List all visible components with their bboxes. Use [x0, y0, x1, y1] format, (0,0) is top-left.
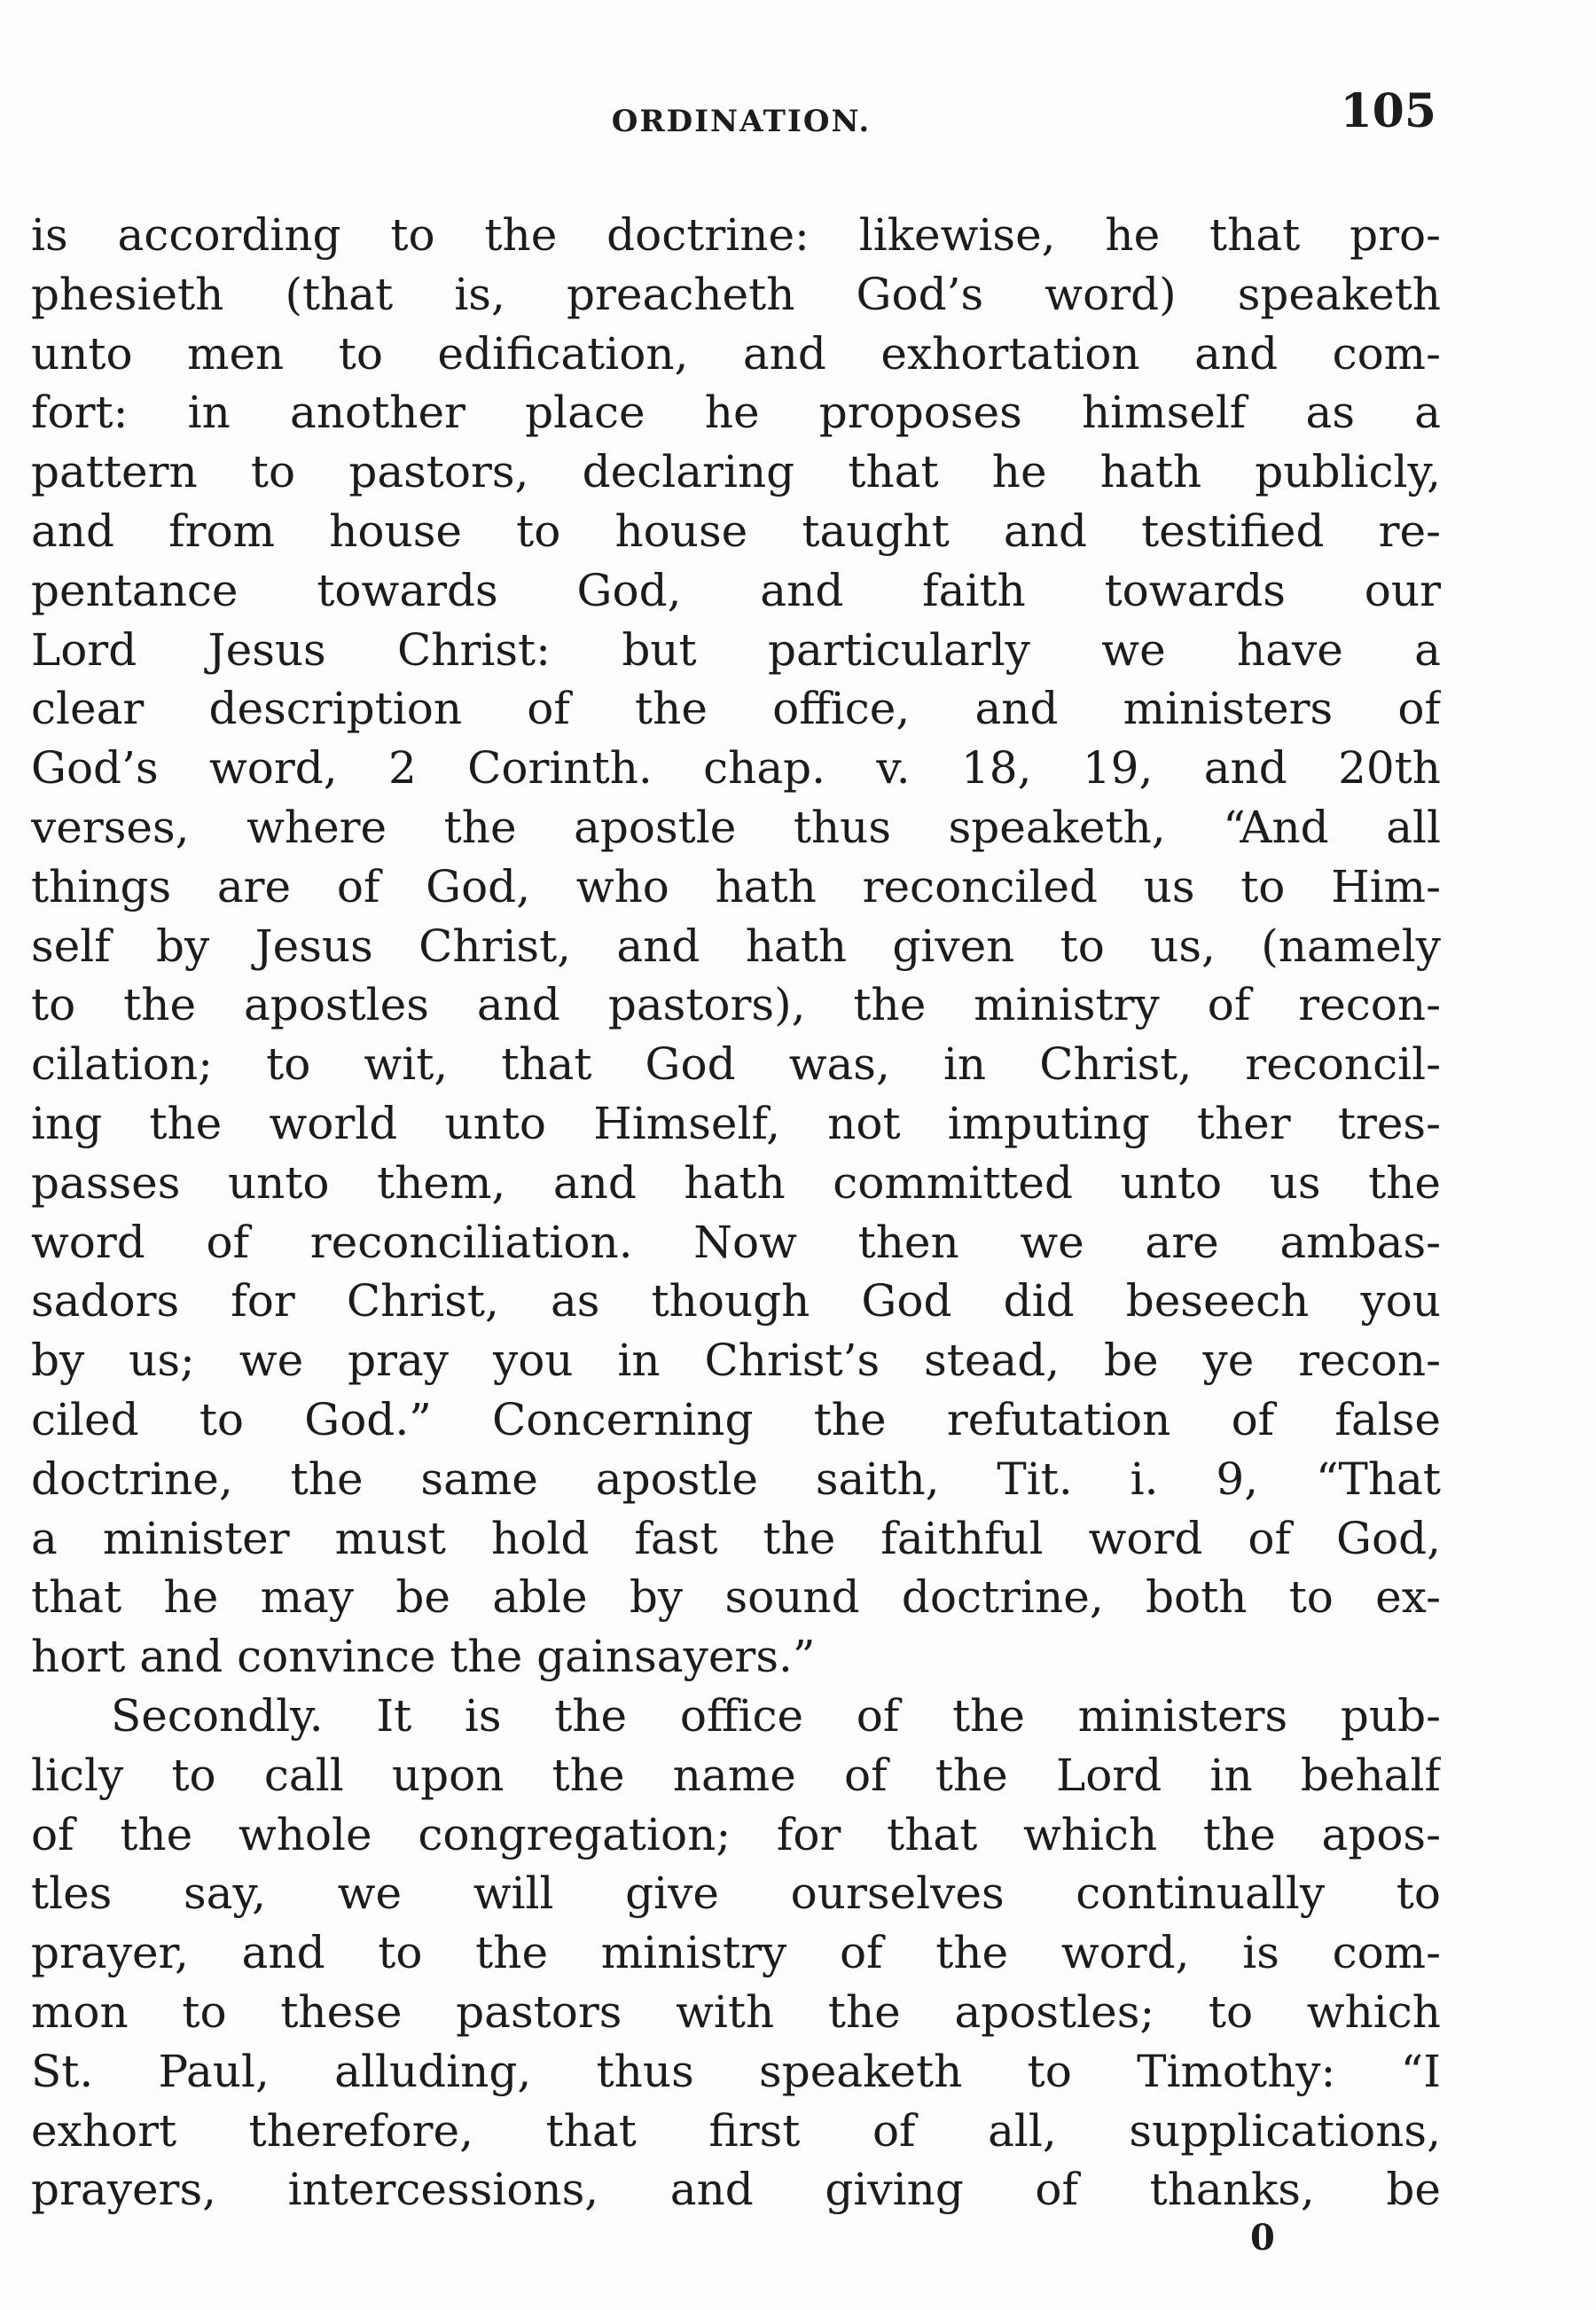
running-head	[46, 84, 1436, 146]
text-line: things are of God, who hath reconciled us to Him-	[31, 860, 1441, 912]
text-line: mon to these pastors with the apostles; to which	[31, 1985, 1441, 2038]
running-title: ORDINATION.	[611, 104, 872, 139]
text-line: and from house to house taught and testified re-	[31, 505, 1441, 557]
text-line: is according to the doctrine: likewise, he that pro-	[31, 209, 1441, 261]
text-line: that he may be able by sound doctrine, both to ex-	[31, 1571, 1441, 1624]
text-line: doctrine, the same apostle saith, Tit. i. 9, “That	[31, 1453, 1441, 1505]
text-line: sadors for Christ, as though God did beseech you	[31, 1275, 1441, 1327]
text-line: Secondly. It is the office of the ministers pub-	[111, 1689, 1441, 1742]
text-line: self by Jesus Christ, and hath given to us, (namely	[31, 920, 1441, 972]
text-line: word of reconciliation. Now then we are ambas-	[31, 1216, 1441, 1268]
text-line: exhort therefore, that first of all, supplications,	[31, 2104, 1441, 2157]
text-line: a minister must hold fast the faithful word of God,	[31, 1512, 1441, 1564]
text-line: passes unto them, and hath committed unto us the	[31, 1156, 1441, 1209]
text-line: pattern to pastors, declaring that he hath publicly,	[31, 446, 1441, 498]
text-line: phesieth (that is, preacheth God’s word) speaketh	[31, 268, 1441, 320]
text-line: Lord Jesus Christ: but particularly we have a	[31, 623, 1441, 676]
text-line: to the apostles and pastors), the ministry of recon-	[31, 979, 1441, 1031]
text-line: tles say, we will give ourselves continually to	[31, 1868, 1441, 1920]
signature-mark: 0	[1250, 2217, 1275, 2259]
text-line: ing the world unto Himself, not imputing ther tres-	[31, 1097, 1441, 1149]
text-line: pentance towards God, and faith towards our	[31, 564, 1441, 616]
body-text	[31, 206, 1441, 2220]
text-line: of the whole congregation; for that which the apos-	[31, 1808, 1441, 1860]
text-line: verses, where the apostle thus speaketh, “And all	[31, 801, 1441, 853]
text-line: unto men to edification, and exhortation and com-	[31, 327, 1441, 380]
text-line: St. Paul, alluding, thus speaketh to Timothy: “I	[31, 2045, 1441, 2097]
text-line: prayers, intercessions, and giving of thanks, be	[31, 2164, 1441, 2216]
text-line: by us; we pray you in Christ’s stead, be ye recon-	[31, 1335, 1441, 1387]
page-number: 105	[1340, 84, 1436, 138]
text-line: fort: in another place he proposes himself as a	[31, 387, 1441, 439]
text-line: prayer, and to the ministry of the word, is com-	[31, 1927, 1441, 1979]
text-line: licly to call upon the name of the Lord in behalf	[31, 1749, 1441, 1801]
text-line: clear description of the office, and ministers of	[31, 683, 1441, 735]
text-line: God’s word, 2 Corinth. chap. v. 18, 19, and 20th	[31, 742, 1441, 795]
text-line: ciled to God.” Concerning the refutation of false	[31, 1393, 1441, 1445]
text-line: cilation; to wit, that God was, in Christ, reconcil-	[31, 1038, 1441, 1091]
text-line: hort and convince the gainsayers.”	[31, 1631, 816, 1683]
